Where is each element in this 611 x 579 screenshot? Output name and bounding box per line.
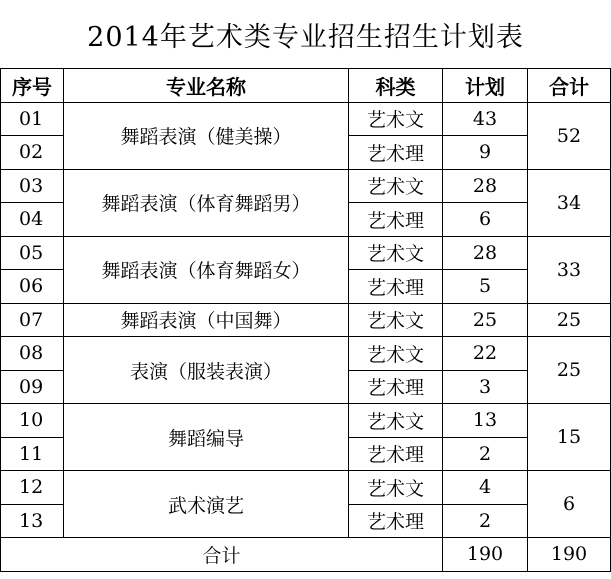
plan-count: 2 [443, 504, 528, 538]
plan-count: 4 [443, 471, 528, 505]
category: 艺术文 [349, 169, 443, 203]
row-number: 09 [1, 370, 64, 404]
category: 艺术理 [349, 270, 443, 304]
group-total: 15 [528, 404, 611, 471]
category: 艺术文 [349, 337, 443, 371]
category: 艺术文 [349, 404, 443, 438]
category: 艺术文 [349, 303, 443, 337]
row-number: 06 [1, 270, 64, 304]
row-number: 04 [1, 203, 64, 237]
group-total: 33 [528, 236, 611, 303]
category: 艺术理 [349, 370, 443, 404]
header-row [1, 69, 611, 103]
plan-count: 22 [443, 337, 528, 371]
plan-grand-total: 190 [443, 538, 528, 572]
table-row [1, 337, 611, 371]
plan-count: 6 [443, 203, 528, 237]
category: 艺术文 [349, 471, 443, 505]
row-number: 02 [1, 136, 64, 170]
category: 艺术理 [349, 504, 443, 538]
header-number: 序号 [1, 69, 64, 103]
grand-total: 190 [528, 538, 611, 572]
table-row [1, 303, 611, 337]
page-title: 2014年艺术类专业招生招生计划表 [87, 21, 524, 53]
group-total: 34 [528, 169, 611, 236]
major-name: 武术演艺 [64, 471, 349, 538]
major-name: 表演（服装表演） [64, 337, 349, 404]
row-number: 01 [1, 102, 64, 136]
plan-count: 13 [443, 404, 528, 438]
row-number: 05 [1, 236, 64, 270]
plan-count: 3 [443, 370, 528, 404]
table-row [1, 471, 611, 505]
table-row [1, 169, 611, 203]
table-row [1, 236, 611, 270]
group-total: 25 [528, 303, 611, 337]
group-total: 25 [528, 337, 611, 404]
plan-count: 2 [443, 437, 528, 471]
row-number: 13 [1, 504, 64, 538]
total-row [1, 538, 611, 572]
header-category: 科类 [349, 69, 443, 103]
plan-count: 43 [443, 102, 528, 136]
row-number: 08 [1, 337, 64, 371]
category: 艺术理 [349, 203, 443, 237]
category: 艺术文 [349, 102, 443, 136]
row-number: 03 [1, 169, 64, 203]
plan-count: 25 [443, 303, 528, 337]
row-number: 10 [1, 404, 64, 438]
group-total: 52 [528, 102, 611, 169]
table-row [1, 102, 611, 136]
total-label: 合计 [1, 538, 443, 572]
group-total: 6 [528, 471, 611, 538]
plan-count: 28 [443, 169, 528, 203]
major-name: 舞蹈编导 [64, 404, 349, 471]
enrollment-plan-table [0, 68, 611, 572]
major-name: 舞蹈表演（健美操） [64, 102, 349, 169]
plan-count: 9 [443, 136, 528, 170]
header-total: 合计 [528, 69, 611, 103]
table-row [1, 404, 611, 438]
plan-count: 5 [443, 270, 528, 304]
plan-count: 28 [443, 236, 528, 270]
header-major-name: 专业名称 [64, 69, 349, 103]
category: 艺术理 [349, 437, 443, 471]
major-name: 舞蹈表演（体育舞蹈男） [64, 169, 349, 236]
category: 艺术文 [349, 236, 443, 270]
row-number: 07 [1, 303, 64, 337]
major-name: 舞蹈表演（体育舞蹈女） [64, 236, 349, 303]
row-number: 11 [1, 437, 64, 471]
row-number: 12 [1, 471, 64, 505]
category: 艺术理 [349, 136, 443, 170]
major-name: 舞蹈表演（中国舞） [64, 303, 349, 337]
header-plan: 计划 [443, 69, 528, 103]
